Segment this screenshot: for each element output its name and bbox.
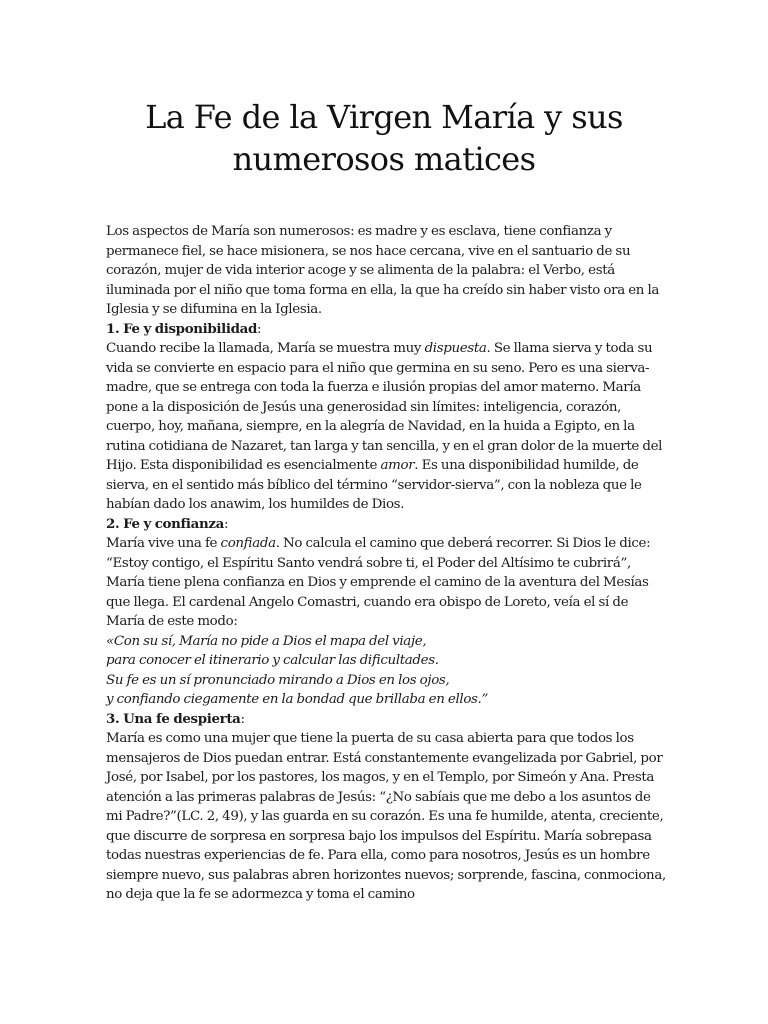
text-run: María vive una fe [106,536,221,551]
text-run: . No calcula el camino que deberá recorrer. Si Dios le dice: “Estoy contigo, el Espíritu Santo vendrá sobre ti, el Poder del Altísimo te cubrirá”, María tiene plena confianza en Dios y emprende el camino de la aventura del Mesías que llega. El cardenal Angelo Comastri, cuando era obispo de Loreto, veía el sí de María de este modo: [106,536,651,629]
section-paragraph-despierta: María es como una mujer que tiene la puerta de su casa abierta para que todos los mensajeros de Dios puedan entrar. Está constantemente evangelizada por Gabriel, por José, por Isabel, por los pastores, los magos, y en el Templo, por Simeón y Ana. Presta atención a las primeras palabras de Jesús: “¿No sabíais que me debo a los asuntos de mi Padre?”(LC. 2, 49), y las guarda en su corazón. Es una fe humilde, atenta, creciente, que discurre de sorpresa en sorpresa bajo los impulsos del Espíritu. María sobrepasa todas nuestras experiencias de fe. Para ella, como para nosotros, Jesús es un hombre siempre nuevo, sus palabras abren horizontes nuevos; sorprende, fascina, conmociona, no deja que la fe se adormezca y toma el camino [106,731,666,902]
heading-colon: : [256,321,262,337]
quote-line: para conocer el itinerario y calcular las dificultades. [106,653,439,668]
article-body [106,222,666,905]
page-title: La Fe de la Virgen María y sus numerosos matices [145,98,623,178]
section-paragraph-confianza [106,534,666,632]
text-run: . Es una disponibilidad humilde, de sierva, en el sentido más bíblico del término “servidor-sierva”, con la nobleza que le habían dado los anawim, los humildes de Dios. [106,458,642,512]
text-run: . Se llama sierva y toda su vida se convierte en espacio para el niño que germina en su seno. Pero es una sierva-madre, que se entrega con toda la fuerza e ilusión propias del amor materno. María pone a la disposición de Jesús una generosidad sin límites: inteligencia, corazón, cuerpo, hoy, mañana, siempre, en la alegría de Navidad, en la huida a Egipto, en la rutina cotidiana de Nazaret, tan larga y tan sencilla, y en el gran dolor de la muerte del Hijo. Esta disponibilidad es esencialmente [106,341,663,473]
emphasis-text: amor [380,458,415,473]
heading-colon: : [240,711,245,727]
quote-line: y confiando ciegamente en la bondad que brillaba en ellos.” [106,692,488,707]
section-heading-text: 3. Una fe despierta [106,710,241,727]
section-heading-text: 1. Fe y disponibilidad [106,320,257,337]
quote-line: Su fe es un sí pronunciado mirando a Dios en los ojos, [106,672,450,688]
quote-line: «Con su sí, María no pide a Dios el mapa del viaje, [106,633,427,649]
text-run: Cuando recibe la llamada, María se muestra muy [106,341,425,356]
emphasis-text: dispuesta [424,341,487,356]
section-paragraph-disponibilidad [106,339,666,515]
section-heading-text: 2. Fe y confianza [106,515,224,532]
heading-colon: : [223,516,229,532]
section-heading-despierta [106,710,666,730]
section-heading-confianza [106,515,666,535]
section-heading-disponibilidad [106,320,666,340]
intro-paragraph: Los aspectos de María son numerosos: es madre y es esclava, tiene confianza y permanece fiel, se hace misionera, se nos hace cercana, vive en el santuario de su corazón, mujer de vida interior acoge y se alimenta de la palabra: el Verbo, está iluminada por el niño que toma forma en ella, la que ha creído sin haber visto ora en la Iglesia y se difumina en la Iglesia. [106,224,660,317]
emphasis-text: confiada [220,536,276,551]
